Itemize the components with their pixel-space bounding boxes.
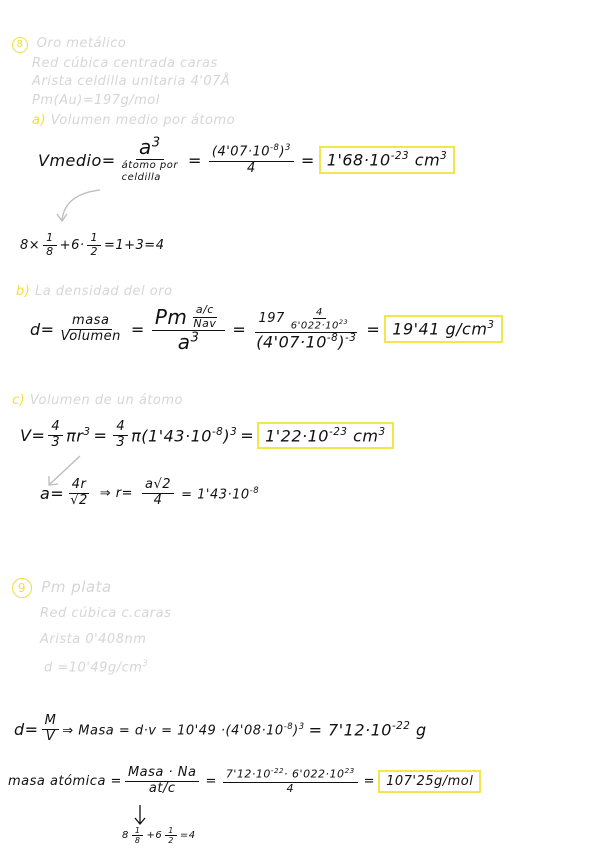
header-line-2: Red cúbica centrada caras <box>32 56 218 71</box>
four-thirds-fraction: $\frac{4}{3}$ <box>48 420 63 451</box>
v-label: V= <box>20 425 46 445</box>
header-line-3: Arista celdilla unitaria 4'07Å <box>32 74 231 89</box>
equals-sign: = <box>363 773 376 789</box>
equals-sign: = <box>366 319 381 339</box>
mass-result: = $7'12\cdot 10^{-22}$ g <box>308 719 427 740</box>
part-a-title: Volumen medio por átomo <box>50 113 236 128</box>
masa-volumen-fraction: $\frac{\text{masa}}{\text{Volumen}}$ <box>60 312 121 344</box>
problem-number-circle: 8 <box>12 37 28 53</box>
part-c-heading <box>12 393 183 408</box>
pm-fraction: Pm $\frac{a/c}{\text{Nav}}$ $a^3$ <box>152 304 226 354</box>
part-c-label: c) <box>12 393 26 408</box>
a-sqrt2-fraction: $\frac{a√2}{4}$ <box>142 478 174 509</box>
d-label: d= <box>30 319 55 339</box>
p2-line-3: $d =10'49g/cm^3$ <box>44 658 149 676</box>
equals-sign: = <box>205 773 217 789</box>
atom-count-equation <box>20 232 164 258</box>
count-prefix: 8 <box>122 830 129 842</box>
mass-equation <box>14 714 427 745</box>
down-arrow-icon <box>132 804 148 826</box>
volume-equation <box>20 420 394 451</box>
count-middle: +6 <box>146 830 163 842</box>
mass-substitution: ⇒ Masa = $d\cdot v = 10'49 \cdot(4'08\cdot 10^{-8})^3$ <box>62 720 305 739</box>
a-label: a= <box>40 483 65 503</box>
equals-sign: = <box>187 150 202 170</box>
four-r-fraction: $\frac{4r}{√2}$ <box>70 477 88 508</box>
equals-sign: = <box>232 319 247 339</box>
equals-sign: = <box>240 425 255 445</box>
part-a-label: a) <box>32 113 47 128</box>
vmedio-denominator-2: 4 <box>246 160 256 176</box>
density-result-box: 19'41 $g/cm^3$ <box>384 315 502 342</box>
problem-number-circle: 9 <box>12 578 32 598</box>
atomic-mass-result-box: 107'25g/mol <box>378 770 481 793</box>
implies-r: ⇒ r= <box>99 485 134 501</box>
masa-na-fraction: $\frac{\text{Masa · Na}}{at/c}$ <box>125 766 200 797</box>
atomic-mass-numeric-fraction: $\frac{7'12\cdot 10^{-22}\cdot 6'022\cdot 10^{23}}{4}$ <box>223 767 358 795</box>
part-b-heading <box>16 284 173 299</box>
p2-atom-count <box>122 826 196 845</box>
problem-8-header <box>12 36 126 53</box>
p2-line-1: Red cúbica c.caras <box>40 606 172 621</box>
count-fraction-1: $\frac{1}{8}$ <box>43 232 57 258</box>
four-thirds-fraction: $\frac{4}{3}$ <box>113 420 128 451</box>
vmedio-label: Vmedio= <box>38 150 116 170</box>
density-numeric-fraction: 197 $\frac{4}{6'022\cdot 10^{23}}$ $(4'07\cdot 10^{-8})^{-3}$ <box>256 306 357 352</box>
header-line-4: Pm(Au)=197g/mol <box>32 93 160 108</box>
m-over-v-fraction: $\frac{M}{V}$ <box>42 714 60 745</box>
radius-equation <box>40 478 259 509</box>
equals-sign: = <box>300 150 315 170</box>
vmedio-fraction-2 <box>209 143 294 176</box>
vmedio-fraction <box>119 136 181 184</box>
header-line-1: Oro metálico <box>36 36 127 51</box>
count-fraction-2: $\frac{1}{2}$ <box>165 826 177 845</box>
pi-r-cubed: $\pi r^3$ <box>66 425 91 446</box>
part-b-title: La densidad del oro <box>34 284 173 299</box>
vmedio-equation <box>38 136 455 184</box>
atomic-mass-label: masa atómica = <box>8 773 122 789</box>
vmedio-numerator-2: $(4'07\cdot 10^{-8})^3$ <box>209 143 294 161</box>
part-c-title: Volumen de un átomo <box>29 393 183 408</box>
count-fraction-1: $\frac{1}{8}$ <box>132 826 144 845</box>
problem-9-header <box>12 578 112 598</box>
radius-value: = $1'43\cdot 10^{-8}$ <box>181 484 260 503</box>
equals-sign: = <box>130 319 145 339</box>
count-fraction-2: $\frac{1}{2}$ <box>87 232 101 258</box>
vmedio-numerator: $a^3$ <box>136 136 164 160</box>
count-middle: +6· <box>59 237 85 253</box>
count-end: =1+3=4 <box>103 237 165 253</box>
volume-substitution: $\pi(1'43\cdot 10^{-8})^3$ <box>131 425 238 446</box>
part-a-heading <box>32 113 235 128</box>
atomic-mass-equation <box>8 766 481 797</box>
volume-result-box: $1'22\cdot 10^{-23}$ $cm^3$ <box>257 422 393 449</box>
vmedio-result-box: $1'68\cdot 10^{-23}$ $cm^3$ <box>319 146 455 173</box>
vmedio-denominator: átomo por celdilla <box>121 160 178 183</box>
count-end: =4 <box>179 830 196 842</box>
density-equation <box>30 304 503 354</box>
equals-sign: = <box>93 425 108 445</box>
curved-arrow-icon <box>50 186 110 226</box>
count-prefix: 8× <box>20 237 41 253</box>
problem-9-title: Pm plata <box>41 578 112 596</box>
d-label: d= <box>14 719 39 739</box>
part-b-label: b) <box>16 284 31 299</box>
p2-line-2: Arista 0'408nm <box>40 632 147 647</box>
